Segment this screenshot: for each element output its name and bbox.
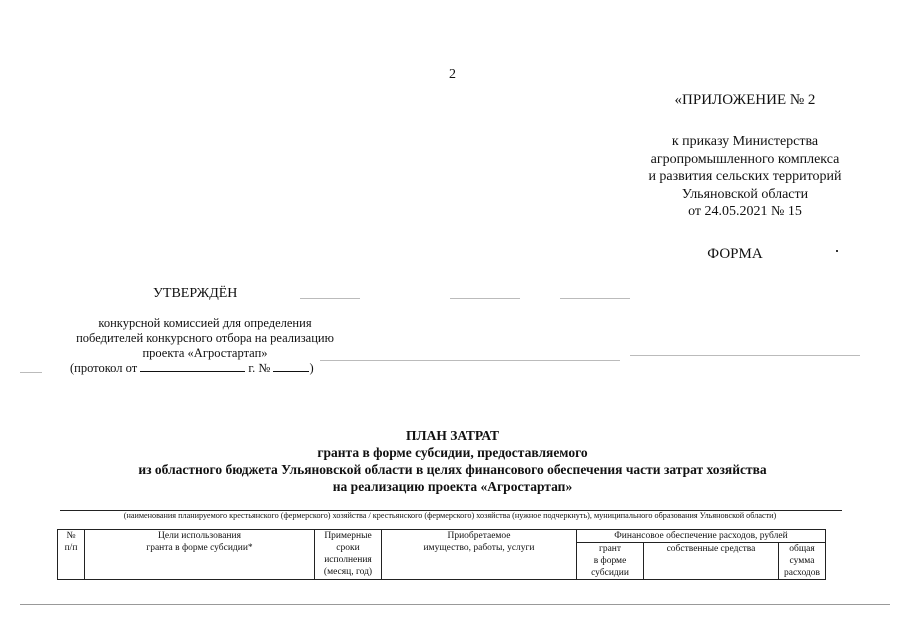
- commission-line: конкурсной комиссией для определения: [98, 316, 312, 330]
- protocol-line: [70, 360, 314, 376]
- header-purpose: Цели использования гранта в форме субсидии*: [85, 530, 315, 580]
- scan-artifact: [450, 298, 520, 299]
- plan-title: [40, 427, 865, 495]
- scan-artifact: [836, 250, 838, 252]
- cost-table: [57, 529, 826, 580]
- scan-artifact: [320, 360, 620, 361]
- commission-text: [40, 316, 370, 361]
- scan-artifact: [20, 372, 42, 373]
- plan-title-line: гранта в форме субсидии, предоставляемого: [317, 445, 588, 460]
- plan-title-line: ПЛАН ЗАТРАТ: [406, 428, 499, 443]
- order-line: агропромышленного комплекса: [650, 151, 840, 167]
- order-line: от 24.05.2021 № 15: [688, 204, 802, 219]
- plan-title-line: на реализацию проекта «Агростартап»: [332, 479, 573, 494]
- order-reference: [600, 133, 890, 221]
- header-finance: Финансовое обеспечение расходов, рублей: [577, 530, 826, 543]
- table-header-row: [58, 530, 826, 543]
- scan-artifact: [300, 298, 360, 299]
- scan-artifact: [630, 355, 860, 356]
- subheader-own: собственные средства: [644, 543, 779, 580]
- commission-line: проекта «Агростартап»: [142, 346, 268, 360]
- header-property: Приобретаемое имущество, работы, услуги: [382, 530, 577, 580]
- header-num: № п/п: [58, 530, 85, 580]
- protocol-prefix: (протокол от: [70, 361, 138, 375]
- protocol-mid: г. №: [248, 361, 271, 375]
- protocol-suffix: ): [309, 361, 314, 375]
- order-line: и развития сельских территорий: [648, 169, 842, 184]
- protocol-date-blank: [140, 360, 245, 372]
- plan-title-line: из областного бюджета Ульяновской области в целях финансового обеспечения части затрат хозяйства: [138, 462, 767, 477]
- caption-text: (наименования планируемого крестьянского (фермерского) хозяйства / крестьянского (фермерского) хозяйства (нужное подчеркнуть), муниципального образования Ульяновской области): [123, 511, 777, 520]
- header-terms: Примерные сроки исполнения (месяц, год): [315, 530, 382, 580]
- scan-artifact: [20, 604, 890, 605]
- order-line: к приказу Министерства: [671, 134, 819, 149]
- protocol-number-blank: [273, 360, 309, 372]
- approved-heading: УТВЕРЖДЁН: [153, 286, 238, 301]
- form-label: ФОРМА: [707, 246, 763, 262]
- commission-line: победителей конкурсного отбора на реализацию: [76, 331, 334, 345]
- subheader-total: общая сумма расходов: [779, 543, 826, 580]
- scan-artifact: [560, 298, 630, 299]
- appendix-title: «ПРИЛОЖЕНИЕ № 2: [674, 92, 816, 108]
- order-line: Ульяновской области: [681, 186, 809, 202]
- subheader-grant: грант в форме субсидии: [577, 543, 644, 580]
- page-number: 2: [449, 67, 456, 82]
